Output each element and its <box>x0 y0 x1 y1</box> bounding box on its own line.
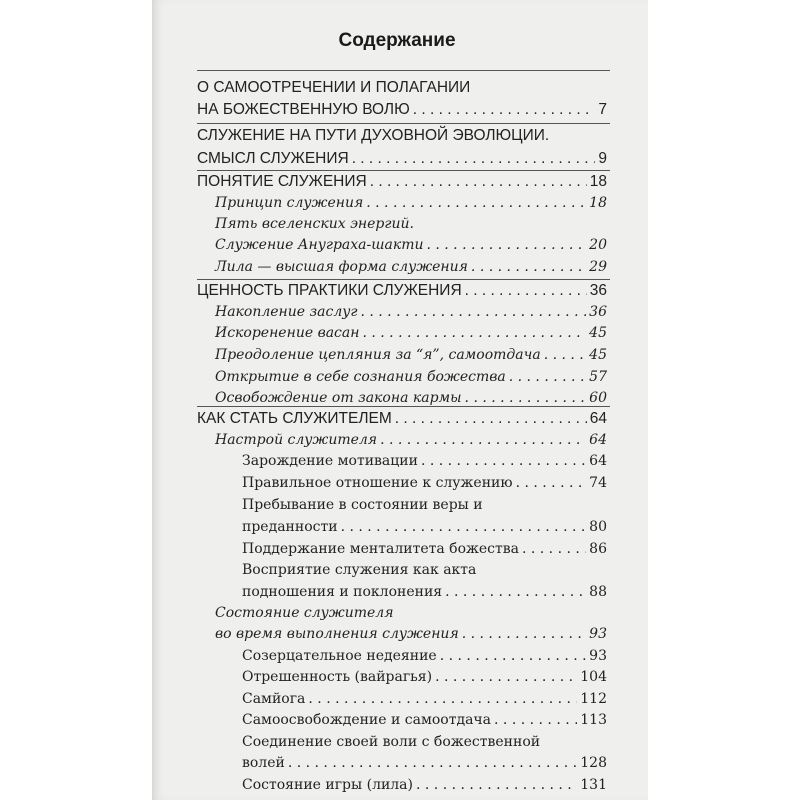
toc-entry[interactable]: СЛУЖЕНИЕ НА ПУТИ ДУХОВНОЙ ЭВОЛЮЦИИ. <box>197 127 550 144</box>
toc-entry[interactable]: Созерцательное недеяние . . . 93 <box>197 645 607 667</box>
page-title: Содержание <box>338 30 456 51</box>
page-number: 128 <box>580 755 607 771</box>
page-number: 57 <box>589 369 607 385</box>
page-number: 45 <box>589 325 607 341</box>
page-number: 7 <box>598 101 607 118</box>
toc-entry[interactable]: Лила — высшая форма служения . . . 29 <box>197 256 607 278</box>
toc-entry[interactable]: Пять вселенских энергий. <box>215 216 414 232</box>
table-of-contents <box>197 0 607 800</box>
toc-entry[interactable]: ПОНЯТИЕ СЛУЖЕНИЯ . . . 18 <box>197 171 607 193</box>
toc-entry[interactable]: Состояние служителя <box>215 605 394 621</box>
toc-entry[interactable]: Настрой служителя . . . 64 <box>197 429 607 451</box>
toc-entry[interactable]: Самйога . . . 112 <box>197 688 607 710</box>
toc-entry[interactable]: Преодоление цепляния за “я”, самоотдача . . . 45 <box>197 344 607 366</box>
toc-entry[interactable]: Служение Ануграха-шакти . . . 20 <box>197 234 607 256</box>
page-number: 60 <box>589 390 607 406</box>
toc-entry[interactable]: Накопление заслуг . . . 36 <box>197 301 607 323</box>
toc-entry[interactable]: Искоренение васан . . . 45 <box>197 322 607 344</box>
page-number: 86 <box>589 541 607 557</box>
page-number: 36 <box>589 282 607 299</box>
toc-entry[interactable]: ЦЕННОСТЬ ПРАКТИКИ СЛУЖЕНИЯ . . . 36 <box>197 280 607 302</box>
toc-entry[interactable]: Принцип служения . . . 18 <box>197 192 607 214</box>
toc-entry[interactable]: Восприятие служения как акта <box>242 562 477 578</box>
toc-entry[interactable]: Самоосвобождение и самоотдача . . . 113 <box>197 709 607 731</box>
page-number: 45 <box>589 347 607 363</box>
toc-entry[interactable]: Зарождение мотивации . . . 64 <box>197 450 607 472</box>
page-number: 18 <box>589 173 607 190</box>
toc-entry[interactable]: Пребывание в состоянии веры и <box>242 497 483 513</box>
toc-entry[interactable]: подношения и поклонения . . . 88 <box>197 581 607 603</box>
toc-entry[interactable]: Правильное отношение к служению . . . 74 <box>197 472 607 494</box>
page-number: 29 <box>589 259 607 275</box>
page-number: 64 <box>589 410 607 427</box>
toc-entry[interactable]: Соединение своей воли с божественной <box>242 734 541 750</box>
page-number: 74 <box>589 475 607 491</box>
section-separator <box>197 123 610 124</box>
toc-entry[interactable]: волей . . . 128 <box>197 752 607 774</box>
toc-entry[interactable]: СМЫСЛ СЛУЖЕНИЯ . . . 9 <box>197 148 607 170</box>
toc-entry[interactable]: Освобождение от закона кармы . . . 60 <box>197 387 607 409</box>
page-number: 113 <box>580 712 607 728</box>
page-number: 131 <box>580 777 607 793</box>
toc-entry[interactable]: во время выполнения служения . . . 93 <box>197 623 607 645</box>
page-number: 93 <box>589 626 607 642</box>
toc-entry[interactable]: преданности . . . 80 <box>197 516 607 538</box>
page-number: 36 <box>589 304 607 320</box>
page-number: 20 <box>589 237 607 253</box>
page-number: 80 <box>589 519 607 535</box>
page-number: 88 <box>589 584 607 600</box>
toc-entry[interactable]: НА БОЖЕСТВЕННУЮ ВОЛЮ . . . 7 <box>197 99 607 121</box>
section-separator <box>197 70 610 71</box>
page-number: 93 <box>589 648 607 664</box>
page-number: 64 <box>589 432 607 448</box>
page-number: 18 <box>589 195 607 211</box>
page-number: 9 <box>598 150 607 167</box>
page-number: 112 <box>580 691 607 707</box>
toc-entry[interactable]: Состояние игры (лила) . . . 131 <box>197 774 607 796</box>
toc-entry[interactable]: О САМООТРЕЧЕНИИ И ПОЛАГАНИИ <box>197 79 471 96</box>
toc-entry[interactable]: Отрешенность (вайрагья) . . . 104 <box>197 666 607 688</box>
section-separator <box>197 406 610 407</box>
toc-entry[interactable]: Открытие в себе сознания божества . . . 57 <box>197 366 607 388</box>
page-number: 64 <box>589 453 607 469</box>
toc-entry[interactable]: Поддержание менталитета божества . . . 86 <box>197 538 607 560</box>
toc-entry[interactable]: КАК СТАТЬ СЛУЖИТЕЛЕМ . . . 64 <box>197 408 607 430</box>
page-number: 104 <box>580 669 607 685</box>
